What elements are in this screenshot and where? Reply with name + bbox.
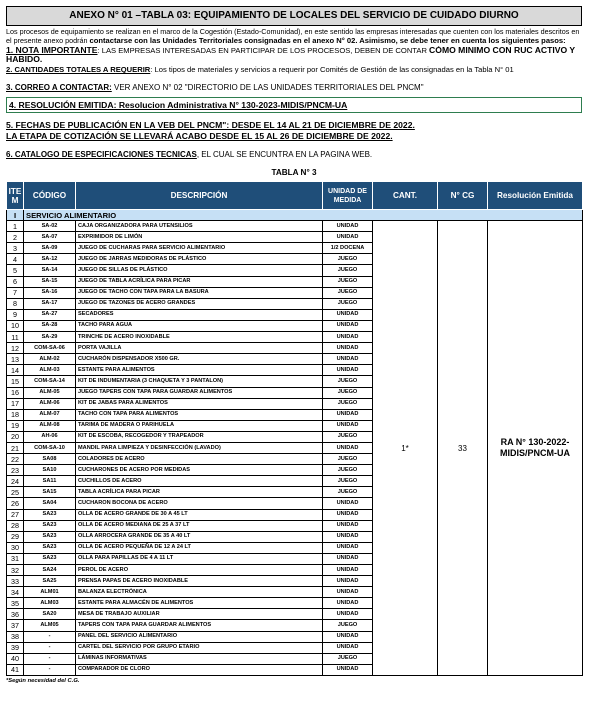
section-3 [6, 83, 582, 92]
row-unit: UNIDAD [323, 531, 373, 542]
row-number: 11 [7, 332, 24, 343]
row-unit: JUEGO [323, 376, 373, 387]
row-number: 3 [7, 243, 24, 254]
row-unit: UNIDAD [323, 221, 373, 232]
row-unit: JUEGO [323, 431, 373, 442]
row-code: SA-02 [24, 221, 76, 232]
header-resolution: Resolución Emitida [488, 182, 583, 210]
row-description: PORTA VAJILLA [76, 343, 323, 354]
row-description: CUCHARONES DE ACERO POR MEDIDAS [76, 465, 323, 476]
row-number: 41 [7, 664, 24, 675]
row-code: SA-16 [24, 287, 76, 298]
row-number: 26 [7, 498, 24, 509]
row-unit: 1/2 DOCENA [323, 243, 373, 254]
section-2 [6, 65, 582, 74]
row-unit: UNIDAD [323, 420, 373, 431]
section-1-bold: CÓMO MINIMO CON RUC ACTIVO Y HABIDO. [6, 46, 575, 63]
section-row-label: SERVICIO ALIMENTARIO [24, 210, 583, 221]
row-description: JUEGO DE JARRAS MEDIDORAS DE PLÁSTICO [76, 254, 323, 265]
row-code: SA08 [24, 454, 76, 465]
row-description: LÁMINAS INFORMATIVAS [76, 653, 323, 664]
header-cg: N° CG [438, 182, 488, 210]
page-title: ANEXO N° 01 –TABLA 03: EQUIPAMIENTO DE LOCALES DEL SERVICIO DE CUIDADO DIURNO [6, 6, 582, 26]
row-code: SA25 [24, 576, 76, 587]
row-number: 22 [7, 454, 24, 465]
row-description: BALANZA ELECTRÓNICA [76, 587, 323, 598]
row-code: SA15 [24, 487, 76, 498]
row-description: OLLA ARROCERA GRANDE DE 35 A 40 LT [76, 531, 323, 542]
row-description: JUEGO DE SILLAS DE PLÁSTICO [76, 265, 323, 276]
row-unit: UNIDAD [323, 332, 373, 343]
header-description: DESCRIPCIÓN [76, 182, 323, 210]
row-unit: UNIDAD [323, 631, 373, 642]
row-number: 38 [7, 631, 24, 642]
row-code: SA-27 [24, 309, 76, 320]
row-unit: UNIDAD [323, 664, 373, 675]
row-code: SA04 [24, 498, 76, 509]
row-unit: JUEGO [323, 653, 373, 664]
row-number: 5 [7, 265, 24, 276]
intro-text-bold: contactarse con las Unidades Territoriales consignadas en el anexo N° 02. Asimismo, se debe tener en cuenta los siguientes pasos: [89, 36, 566, 45]
row-number: 12 [7, 343, 24, 354]
row-unit: UNIDAD [323, 509, 373, 520]
row-number: 8 [7, 298, 24, 309]
row-unit: UNIDAD [323, 642, 373, 653]
row-code: ALM-06 [24, 398, 76, 409]
row-description: COLADORES DE ACERO [76, 454, 323, 465]
header-item: ITE M [7, 182, 24, 210]
row-unit: JUEGO [323, 620, 373, 631]
row-code: COM-SA-14 [24, 376, 76, 387]
row-number: 34 [7, 587, 24, 598]
row-number: 29 [7, 531, 24, 542]
merged-resolution: RA N° 130-2022-MIDIS/PNCM-UA [488, 221, 583, 676]
row-number: 27 [7, 509, 24, 520]
section-3-label: 3. CORREO A CONTACTAR: [6, 83, 112, 92]
section-6-text: , EL CUAL SE ENCUNTRA EN LA PAGINA WEB. [196, 150, 373, 159]
row-number: 24 [7, 476, 24, 487]
merged-quantity: 1* [373, 221, 438, 676]
row-unit: UNIDAD [323, 587, 373, 598]
row-unit: UNIDAD [323, 598, 373, 609]
row-unit: JUEGO [323, 476, 373, 487]
row-number: 32 [7, 565, 24, 576]
row-unit: UNIDAD [323, 354, 373, 365]
row-number: 33 [7, 576, 24, 587]
row-description: TACHO PARA AGUA [76, 320, 323, 331]
row-number: 4 [7, 254, 24, 265]
row-code: SA10 [24, 465, 76, 476]
row-description: CUCHARÓN DISPENSADOR X500 GR. [76, 354, 323, 365]
row-number: 25 [7, 487, 24, 498]
row-unit: JUEGO [323, 265, 373, 276]
table-header-row [7, 182, 583, 210]
row-description: KIT DE ESCOBA, RECOGEDOR Y TRAPEADOR [76, 431, 323, 442]
row-code: SA-15 [24, 276, 76, 287]
row-description: TABLA ACRÍLICA PARA PICAR [76, 487, 323, 498]
merged-cg: 33 [438, 221, 488, 676]
section-row-number: I [7, 210, 24, 221]
section-5-dates [6, 120, 582, 142]
section-1-text: : LAS EMPRESAS INTERESADAS EN PARTICIPAR DE LOS PROCESOS, DEBEN DE CONTAR [97, 46, 430, 55]
row-description: JUEGO DE CUCHARAS PARA SERVICIO ALIMENTARIO [76, 243, 323, 254]
row-code: ALM-03 [24, 365, 76, 376]
row-code: - [24, 653, 76, 664]
row-number: 35 [7, 598, 24, 609]
row-code: AH-06 [24, 431, 76, 442]
section-5-line-2: LA ETAPA DE COTIZACIÓN SE LLEVARÁ ACABO DESDE EL 15 AL 26 DE DICIEMBRE DE 2022. [6, 131, 393, 141]
row-number: 14 [7, 365, 24, 376]
row-description: TRINCHE DE ACERO INOXIDABLE [76, 332, 323, 343]
row-unit: UNIDAD [323, 442, 373, 453]
row-description: CUCHARON BOCONA DE ACERO [76, 498, 323, 509]
intro-paragraph [6, 27, 582, 45]
row-description: COMPARADOR DE CLORO [76, 664, 323, 675]
row-code: - [24, 642, 76, 653]
row-description: MESA DE TRABAJO AUXILIAR [76, 609, 323, 620]
row-code: COM-SA-10 [24, 442, 76, 453]
row-unit: UNIDAD [323, 498, 373, 509]
row-code: SA11 [24, 476, 76, 487]
row-number: 21 [7, 442, 24, 453]
intro-text: Los procesos de equipamiento se realizan en el marco de la Cogestión (Estado-Comunidad), en este sentido las empresas interesadas que cuenten con los materiales descritos en el presente anexo podrán [6, 27, 580, 45]
row-number: 7 [7, 287, 24, 298]
row-description: TARIMA DE MADERA O PARIHUELA [76, 420, 323, 431]
row-description: OLLA DE ACERO GRANDE DE 30 A 45 LT [76, 509, 323, 520]
row-description: EXPRIMIDOR DE LIMÓN [76, 232, 323, 243]
row-code: SA-07 [24, 232, 76, 243]
section-1 [6, 46, 582, 63]
row-unit: UNIDAD [323, 320, 373, 331]
row-number: 37 [7, 620, 24, 631]
table-body [7, 210, 583, 676]
row-code: - [24, 631, 76, 642]
row-unit: UNIDAD [323, 365, 373, 376]
row-code: SA-17 [24, 298, 76, 309]
row-description: OLLA DE ACERO MEDIANA DE 25 A 37 LT [76, 520, 323, 531]
row-code: ALM05 [24, 620, 76, 631]
row-description: ESTANTE PARA ALMACÉN DE ALIMENTOS [76, 598, 323, 609]
row-unit: JUEGO [323, 287, 373, 298]
row-unit: UNIDAD [323, 343, 373, 354]
row-code: COM-SA-06 [24, 343, 76, 354]
row-description: CAJA ORGANIZADORA PARA UTENSILIOS [76, 221, 323, 232]
section-2-text: : Los tipos de materiales y servicios a requerir por Comités de Gestión de las consignadas en la Tabla N° 01 [150, 65, 514, 74]
row-unit: UNIDAD [323, 309, 373, 320]
row-unit: JUEGO [323, 298, 373, 309]
row-code: ALM-07 [24, 409, 76, 420]
row-description: OLLA PARA PAPILLAS DE 4 A 11 LT [76, 553, 323, 564]
row-description: JUEGO TAPERS CON TAPA PARA GUARDAR ALIMENTOS [76, 387, 323, 398]
row-number: 16 [7, 387, 24, 398]
row-description: PANEL DEL SERVICIO ALIMENTARIO [76, 631, 323, 642]
row-description: CARTEL DEL SERVICIO POR GRUPO ETARIO [76, 642, 323, 653]
row-unit: JUEGO [323, 276, 373, 287]
row-description: MANDIL PARA LIMPIEZA Y DESINFECCIÓN (LAVADO) [76, 442, 323, 453]
row-unit: UNIDAD [323, 553, 373, 564]
row-unit: UNIDAD [323, 232, 373, 243]
row-description: JUEGO DE TACHO CON TAPA PARA LA BASURA [76, 287, 323, 298]
row-unit: UNIDAD [323, 520, 373, 531]
row-unit: UNIDAD [323, 409, 373, 420]
row-code: SA20 [24, 609, 76, 620]
row-code: SA23 [24, 531, 76, 542]
row-code: SA23 [24, 542, 76, 553]
row-number: 30 [7, 542, 24, 553]
row-number: 23 [7, 465, 24, 476]
section-2-label: 2. CANTIDADES TOTALES A REQUERIR [6, 65, 151, 74]
row-description: KIT DE JABAS PARA ALIMENTOS [76, 398, 323, 409]
section-1-label: 1. NOTA IMPORTANTE [6, 46, 98, 55]
section-4-text: 4. RESOLUCIÓN EMITIDA: Resolucion Administrativa N° 130-2023-MIDIS/PNCM-UA [9, 100, 348, 110]
header-code: CÓDIGO [24, 182, 76, 210]
row-number: 9 [7, 309, 24, 320]
row-number: 40 [7, 653, 24, 664]
row-unit: JUEGO [323, 254, 373, 265]
row-number: 36 [7, 609, 24, 620]
row-unit: JUEGO [323, 387, 373, 398]
row-number: 15 [7, 376, 24, 387]
footnote: *Según necesidad del C.G. [6, 677, 80, 684]
row-code: ALM-05 [24, 387, 76, 398]
row-unit: JUEGO [323, 454, 373, 465]
equipment-table [6, 181, 583, 676]
row-unit: JUEGO [323, 487, 373, 498]
row-code: SA-14 [24, 265, 76, 276]
document-page [6, 6, 582, 684]
row-code: SA23 [24, 553, 76, 564]
row-number: 1 [7, 221, 24, 232]
row-number: 28 [7, 520, 24, 531]
row-unit: UNIDAD [323, 609, 373, 620]
header-unit: UNIDAD DE MEDIDA [323, 182, 373, 210]
row-number: 10 [7, 320, 24, 331]
section-3-text: VER ANEXO N° 02 "DIRECTORIO DE LAS UNIDADES TERRITORIALES DEL PNCM" [111, 83, 424, 92]
row-number: 13 [7, 354, 24, 365]
section-5-line-1: 5. FECHAS DE PUBLICACIÓN EN LA VEB DEL PNCM": DESDE EL 14 AL 21 DE DICIEMBRE DE 2022. [6, 120, 415, 130]
row-number: 31 [7, 553, 24, 564]
row-unit: UNIDAD [323, 542, 373, 553]
row-code: SA23 [24, 509, 76, 520]
row-unit: UNIDAD [323, 565, 373, 576]
row-number: 39 [7, 642, 24, 653]
row-number: 18 [7, 409, 24, 420]
row-number: 20 [7, 431, 24, 442]
row-description: TAPERS CON TAPA PARA GUARDAR ALIMENTOS [76, 620, 323, 631]
row-code: - [24, 664, 76, 675]
row-description: CUCHILLOS DE ACERO [76, 476, 323, 487]
row-code: ALM01 [24, 587, 76, 598]
row-description: OLLA DE ACERO PEQUEÑA DE 12 A 24 LT [76, 542, 323, 553]
row-code: SA-12 [24, 254, 76, 265]
section-6-label: 6. CATALOGO DE ESPECIFICACIONES TECNICAS [6, 150, 197, 159]
row-code: ALM03 [24, 598, 76, 609]
table-row [7, 221, 583, 232]
section-4-resolution [6, 97, 582, 113]
row-code: SA23 [24, 520, 76, 531]
row-description: JUEGO DE TAZONES DE ACERO GRANDES [76, 298, 323, 309]
row-unit: JUEGO [323, 465, 373, 476]
row-code: ALM-02 [24, 354, 76, 365]
section-6 [6, 150, 582, 159]
row-number: 19 [7, 420, 24, 431]
row-description: TACHO CON TAPA PARA ALIMENTOS [76, 409, 323, 420]
row-number: 6 [7, 276, 24, 287]
table-title: TABLA N° 3 [271, 168, 317, 177]
row-code: SA-29 [24, 332, 76, 343]
row-description: JUEGO DE TABLA ACRÍLICA PARA PICAR [76, 276, 323, 287]
row-code: SA24 [24, 565, 76, 576]
row-code: SA-28 [24, 320, 76, 331]
row-code: ALM-08 [24, 420, 76, 431]
row-number: 17 [7, 398, 24, 409]
row-description: ESTANTE PARA ALIMENTOS [76, 365, 323, 376]
row-description: PRENSA PAPAS DE ACERO INOXIDABLE [76, 576, 323, 587]
row-description: PEROL DE ACERO [76, 565, 323, 576]
row-unit: JUEGO [323, 398, 373, 409]
row-unit: UNIDAD [323, 576, 373, 587]
row-description: KIT DE INDUMENTARIA (3 CHAQUETA Y 3 PANTALON) [76, 376, 323, 387]
row-description: SECADORES [76, 309, 323, 320]
row-code: SA-09 [24, 243, 76, 254]
section-row [7, 210, 583, 221]
header-quantity: CANT. [373, 182, 438, 210]
row-number: 2 [7, 232, 24, 243]
